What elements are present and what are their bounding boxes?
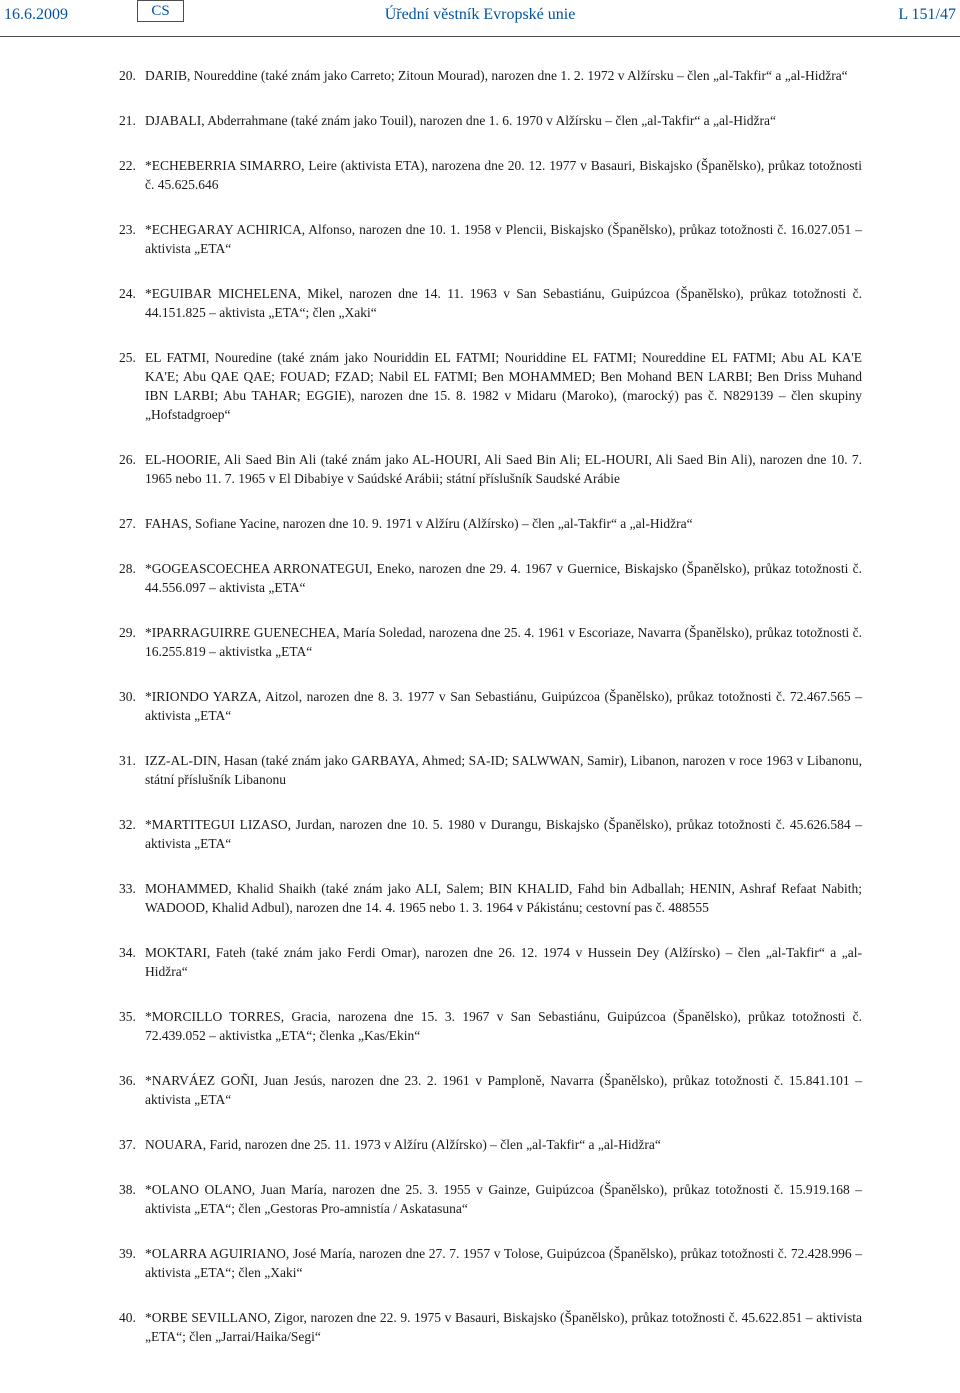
entry-number: 38.	[119, 1182, 136, 1197]
page-header	[0, 0, 960, 40]
list-item	[119, 156, 862, 194]
entry-number: 39.	[119, 1246, 136, 1261]
entry-number: 30.	[119, 689, 136, 704]
entry-number: 22.	[119, 158, 136, 173]
entry-number: 37.	[119, 1137, 136, 1152]
entry-text: EL FATMI, Nouredine (také znám jako Nouriddin EL FATMI; Nouriddine EL FATMI; Noureddine EL FATMI; Abu AL KA'E KA'E; Abu QAE QAE; FOUAD; FZAD; Nabil EL FATMI; Ben MOHAMMED; Ben Mohand BEN LARBI; Ben Driss Muhand IBN LARBI; Abu TAHAR; EGGIE), narozen dne 15. 8. 1982 v Midaru (Maroko), (marocký) pas č. N829139 – člen skupiny „Hofstadgroep“	[145, 350, 862, 422]
list-item	[119, 348, 862, 424]
entry-text: *IPARRAGUIRRE GUENECHEA, María Soledad, narozena dne 25. 4. 1961 v Escoriaze, Navarra (Španělsko), průkaz totožnosti č. 16.255.819 – aktivistka „ETA“	[145, 625, 862, 659]
list-item	[119, 284, 862, 322]
entry-text: DARIB, Noureddine (také znám jako Carreto; Zitoun Mourad), narozen dne 1. 2. 1972 v Alžírsku – člen „al-Takfir“ a „al-Hidžra“	[145, 68, 848, 83]
journal-title: Úřední věstník Evropské unie	[384, 6, 576, 23]
language-code-box: CS	[137, 0, 184, 22]
entry-number: 27.	[119, 516, 136, 531]
list-item	[119, 815, 862, 853]
list-item	[119, 623, 862, 661]
entry-number: 40.	[119, 1310, 136, 1325]
list-item	[119, 1180, 862, 1218]
list-item	[119, 687, 862, 725]
entry-number: 35.	[119, 1009, 136, 1024]
list-item	[119, 751, 862, 789]
entry-text: *EGUIBAR MICHELENA, Mikel, narozen dne 14. 11. 1963 v San Sebastiánu, Guipúzcoa (Španělsko), průkaz totožnosti č. 44.151.825 – aktivista „ETA“; člen „Xaki“	[145, 286, 862, 320]
entry-number: 25.	[119, 350, 136, 365]
list-item	[119, 450, 862, 488]
list-item	[119, 1135, 862, 1154]
page-reference: L 151/47	[898, 6, 956, 23]
entry-number: 33.	[119, 881, 136, 896]
entry-number: 24.	[119, 286, 136, 301]
list-item	[119, 1308, 862, 1346]
entry-text: DJABALI, Abderrahmane (také znám jako Touil), narozen dne 1. 6. 1970 v Alžírsku – člen „al-Takfir“ a „al-Hidžra“	[145, 113, 776, 128]
entry-number: 34.	[119, 945, 136, 960]
list-item	[119, 514, 862, 533]
entry-text: *ECHEBERRIA SIMARRO, Leire (aktivista ETA), narozena dne 20. 12. 1977 v Basauri, Biskajsko (Španělsko), průkaz totožnosti č. 45.625.646	[145, 158, 862, 192]
list-item	[119, 220, 862, 258]
entry-number: 29.	[119, 625, 136, 640]
entry-number: 28.	[119, 561, 136, 576]
entry-number: 20.	[119, 68, 136, 83]
entry-number: 32.	[119, 817, 136, 832]
list-item	[119, 879, 862, 917]
list-item	[119, 1244, 862, 1282]
entry-text: *OLARRA AGUIRIANO, José María, narozen dne 27. 7. 1957 v Tolose, Guipúzcoa (Španělsko), průkaz totožnosti č. 72.428.996 – aktivista „ETA“; člen „Xaki“	[145, 1246, 862, 1280]
entry-text: *ECHEGARAY ACHIRICA, Alfonso, narozen dne 10. 1. 1958 v Plencii, Biskajsko (Španělsko), průkaz totožnosti č. 16.027.051 – aktivista „ETA“	[145, 222, 862, 256]
entry-text: FAHAS, Sofiane Yacine, narozen dne 10. 9. 1971 v Alžíru (Alžírsko) – člen „al-Takfir“ a „al-Hidžra“	[145, 516, 693, 531]
entry-number: 21.	[119, 113, 136, 128]
entry-number: 23.	[119, 222, 136, 237]
entry-text: *MARTITEGUI LIZASO, Jurdan, narozen dne 10. 5. 1980 v Durangu, Biskajsko (Španělsko), průkaz totožnosti č. 45.626.584 – aktivista „ETA“	[145, 817, 862, 851]
list-item	[119, 1007, 862, 1045]
entry-text: *ORBE SEVILLANO, Zigor, narozen dne 22. 9. 1975 v Basauri, Biskajsko (Španělsko), průkaz totožnosti č. 45.622.851 – aktivista „ETA“; člen „Jarrai/Haika/Segi“	[145, 1310, 862, 1344]
entry-text: IZZ-AL-DIN, Hasan (také znám jako GARBAYA, Ahmed; SA-ID; SALWWAN, Samir), Libanon, narozen v roce 1963 v Libanonu, státní příslušník Libanonu	[145, 753, 862, 787]
entry-list	[119, 66, 862, 1372]
entry-text: EL-HOORIE, Ali Saed Bin Ali (také znám jako AL-HOURI, Ali Saed Bin Ali; EL-HOURI, Ali Saed Bin Ali), narozen dne 10. 7. 1965 nebo 11. 7. 1965 v El Dibabiye v Saúdské Arábii; státní příslušník Saudské Arábie	[145, 452, 862, 486]
entry-number: 31.	[119, 753, 136, 768]
entry-text: *IRIONDO YARZA, Aitzol, narozen dne 8. 3. 1977 v San Sebastiánu, Guipúzcoa (Španělsko), průkaz totožnosti č. 72.467.565 – aktivista „ETA“	[145, 689, 862, 723]
publication-date: 16.6.2009	[4, 6, 68, 23]
entry-text: NOUARA, Farid, narozen dne 25. 11. 1973 v Alžíru (Alžírsko) – člen „al-Takfir“ a „al-Hidžra“	[145, 1137, 661, 1152]
header-divider	[0, 36, 960, 37]
entry-number: 26.	[119, 452, 136, 467]
entry-text: MOKTARI, Fateh (také znám jako Ferdi Omar), narozen dne 26. 12. 1974 v Hussein Dey (Alžírsko) – člen „al-Takfir“ a „al-Hidžra“	[145, 945, 862, 979]
entry-text: *MORCILLO TORRES, Gracia, narozena dne 15. 3. 1967 v San Sebastiánu, Guipúzcoa (Španělsko), průkaz totožnosti č. 72.439.052 – aktivistka „ETA“; členka „Kas/Ekin“	[145, 1009, 862, 1043]
entry-text: *GOGEASCOECHEA ARRONATEGUI, Eneko, narozen dne 29. 4. 1967 v Guernice, Biskajsko (Španělsko), průkaz totožnosti č. 44.556.097 – aktivista „ETA“	[145, 561, 862, 595]
list-item	[119, 559, 862, 597]
entry-number: 36.	[119, 1073, 136, 1088]
entry-text: MOHAMMED, Khalid Shaikh (také znám jako ALI, Salem; BIN KHALID, Fahd bin Adballah; HENIN, Ashraf Refaat Nabith; WADOOD, Khalid Adbul), narozen dne 14. 4. 1965 nebo 1. 3. 1964 v Pákistánu; cestovní pas č. 488555	[145, 881, 862, 915]
list-item	[119, 66, 862, 85]
list-item	[119, 111, 862, 130]
list-item	[119, 1071, 862, 1109]
entry-text: *NARVÁEZ GOÑI, Juan Jesús, narozen dne 23. 2. 1961 v Pamploně, Navarra (Španělsko), průkaz totožnosti č. 15.841.101 – aktivista „ETA“	[145, 1073, 862, 1107]
entry-text: *OLANO OLANO, Juan María, narozen dne 25. 3. 1955 v Gainze, Guipúzcoa (Španělsko), průkaz totožnosti č. 15.919.168 – aktivista „ETA“; člen „Gestoras Pro-amnistía / Askatasuna“	[145, 1182, 862, 1216]
list-item	[119, 943, 862, 981]
